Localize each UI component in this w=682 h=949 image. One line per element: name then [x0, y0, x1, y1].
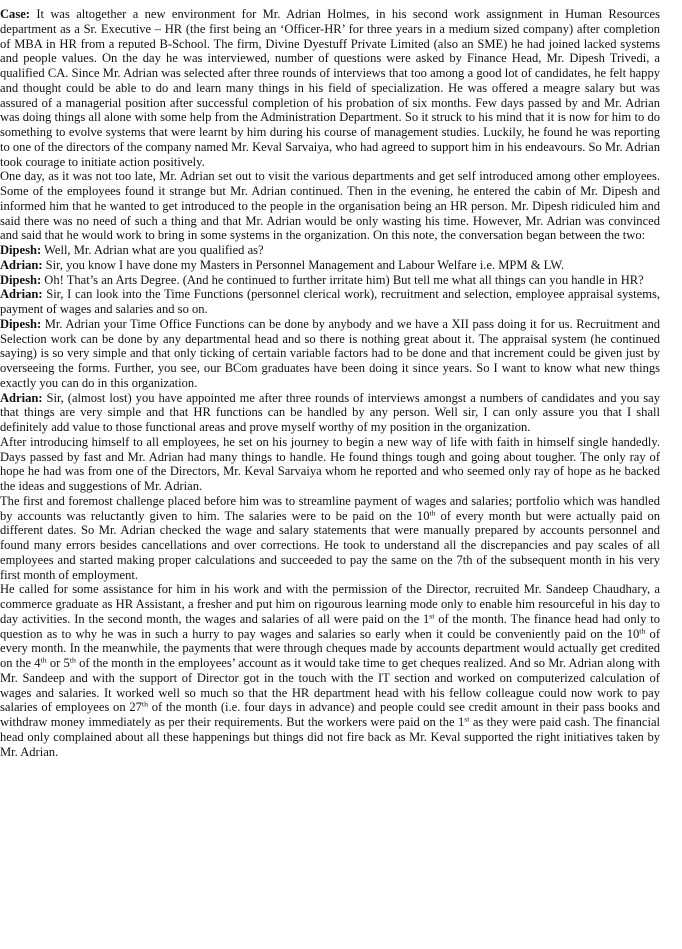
speaker-label: Adrian:	[0, 390, 43, 405]
paragraph-text: of every month. In the meanwhile, the payments that were through cheques made by accounts department would actually get credited on the 4	[0, 626, 660, 670]
body-paragraph	[0, 582, 660, 759]
paragraph-text: or 5	[46, 656, 70, 670]
paragraph-text: of the month. The finance head had only to question as to why he was in such a hurry to pay wages and salaries so early when it could be conveniently paid on the 10	[0, 611, 660, 641]
paragraph-text: The first and foremost challenge placed before him was to streamline payment of wages and salaries; portfolio which was handled by accounts was reluctantly given to him. The salaries were to be paid on the 10	[0, 493, 660, 523]
paragraph-text: Sir, you know I have done my Masters in Personnel Management and Labour Welfare i.e. MPM & LW.	[42, 257, 565, 272]
case-paragraph	[0, 7, 660, 169]
speaker-label: Dipesh:	[0, 272, 42, 287]
dialogue-paragraph	[0, 258, 660, 273]
ordinal-suffix: st	[429, 611, 435, 621]
dialogue-paragraph	[0, 243, 660, 258]
speaker-label: Dipesh:	[0, 316, 42, 331]
paragraph-text: Well, Mr. Adrian what are you qualified as?	[41, 243, 264, 257]
ordinal-suffix: th	[40, 655, 47, 665]
body-paragraph	[0, 494, 660, 583]
case-label: Case:	[0, 7, 30, 21]
ordinal-suffix: th	[639, 626, 646, 636]
paragraph-text: Sir, I can look into the Time Functions (personnel clerical work), recruitment and selection, employee appraisal systems, payment of wages and salaries and so on.	[0, 287, 660, 316]
ordinal-suffix: th	[69, 655, 76, 665]
paragraph-text: After introducing himself to all employees, he set on his journey to begin a new way of life with faith in himself single handedly. Days passed by fast and Mr. Adrian had many things to handle. He found things tough and going about tougher. The only ray of hope he had was from one of the Directors, Mr. Keval Sarvaiya whom he reported and who seemed only ray of hope as he backed the ideas and suggestions of Mr. Adrian.	[0, 434, 660, 493]
paragraph-text: It was altogether a new environment for Mr. Adrian Holmes, in his second work assignment in Human Resources department as a Sr. Executive – HR (the first being an ‘Officer-HR’ for three years in a medium sized company) after completion of MBA in HR from a reputed B-School. The firm, Divine Dyestuff Private Limited (also an SME) he had joined lacked systems and people values. On the day he was interviewed, number of questions were asked by Finance Head, Mr. Dipesh Trivedi, a qualified CA. Since Mr. Adrian was selected after three rounds of interviews that too among a good lot of candidates, he felt happy and thought could be able to do and learn many things in his field of specialization. He was offered a meagre salary but was assured of a managerial position after successful completion of his probation of six months. Few days passed by and Mr. Adrian was doing things all alone with some help from the Administration Department. So it struck to his mind that it is now for him to do something to evolve systems that were learnt by him during his course of management studies. Luckily, he found he was reporting to one of the directors of the company named Mr. Keval Sarvaiya, who had agreed to support him in his endeavours. So Mr. Adrian took courage to initiate action positively.	[0, 7, 660, 169]
speaker-label: Dipesh:	[0, 243, 42, 257]
paragraph-text: of the month (i.e. four days in advance) and people could see credit amount in their pass books and withdraw money immediately as per their requirements. But the workers were paid on the 1	[0, 700, 660, 729]
paragraph-text: Oh! That’s an Arts Degree. (And he continued to further irritate him) But tell me what all things can you handle in HR?	[41, 272, 644, 287]
body-paragraph	[0, 169, 660, 243]
paragraph-text: Sir, (almost lost) you have appointed me after three rounds of interviews amongst a numbers of candidates and you say that things are very simple and that HR functions can be handled by any person. Well sir, I can only assure you that I shall definitely add value to those functional areas and prove myself worthy of my position in the organization.	[0, 390, 660, 434]
dialogue-paragraph	[0, 287, 660, 317]
dialogue-paragraph	[0, 391, 660, 435]
paragraph-text: One day, as it was not too late, Mr. Adrian set out to visit the various departments and get self introduced among other employees. Some of the employees found it strange but Mr. Adrian continued. Then in the evening, he entered the cabin of Mr. Dipesh and informed him that he wanted to get introduced to the people in the organisation being an HR person. Mr. Dipesh ridiculed him and said there was no need of such a thing and that Mr. Adrian would be only wasting his time. However, Mr. Adrian was convinced and said that he would work to bring in some systems in the organization. On this note, the conversation began between the two:	[0, 169, 660, 243]
paragraph-text: as they were paid cash. The financial head only complained about all these happenings but things did not fire back as Mr. Keval supported the right initiatives taken by Mr. Adrian.	[0, 715, 660, 759]
dialogue-paragraph	[0, 317, 660, 391]
paragraph-text: He called for some assistance for him in his work and with the permission of the Director, recruited Mr. Sandeep Chaudhary, a commerce graduate as HR Assistant, a fresher and put him on rigourous learning mode only to enable him resourceful in his day to day activities. In the second month, the wages and salaries of all were paid on the 1	[0, 582, 660, 626]
speaker-label: Adrian:	[0, 257, 43, 272]
speaker-label: Adrian:	[0, 287, 43, 302]
ordinal-suffix: th	[141, 699, 148, 709]
paragraph-text: of every month but were actually paid on different dates. So Mr. Adrian checked the wage and salary statements that were manually prepared by accounts personnel and found many errors besides cancellations and over corrections. He took to understand all the discrepancies and pay scales of all employees and started making proper calculations and succeeded to pay the same on the 7th of the subsequent month in his very first month of employment.	[0, 508, 660, 582]
paragraph-text: Mr. Adrian your Time Office Functions can be done by anybody and we have a XII pass doing it for us. Recruitment and Selection work can be done by any departmental head and so there is nothing great about it. The appraisal system (he continued saying) is so very simple and that only ticking of certain variable factors had to be done and that increment could be given just by overseeing the forms. Further, you see, our BCom graduates have been doing it since years. So I want to know what new things exactly you can do in this organization.	[0, 316, 660, 390]
ordinal-suffix: st	[464, 714, 470, 724]
ordinal-suffix: th	[429, 508, 436, 518]
dialogue-paragraph	[0, 273, 660, 288]
paragraph-text: of the month in the employees’ account as it would take time to get cheques realized. And so Mr. Adrian along with Mr. Sandeep and with the support of Director got in the touch with the IT section and worked on computerized calculation of wages and salaries. It worked well so much so that the HR department head with his fellow colleague could now work to pay salaries of employees on 27	[0, 656, 661, 715]
body-paragraph	[0, 435, 660, 494]
